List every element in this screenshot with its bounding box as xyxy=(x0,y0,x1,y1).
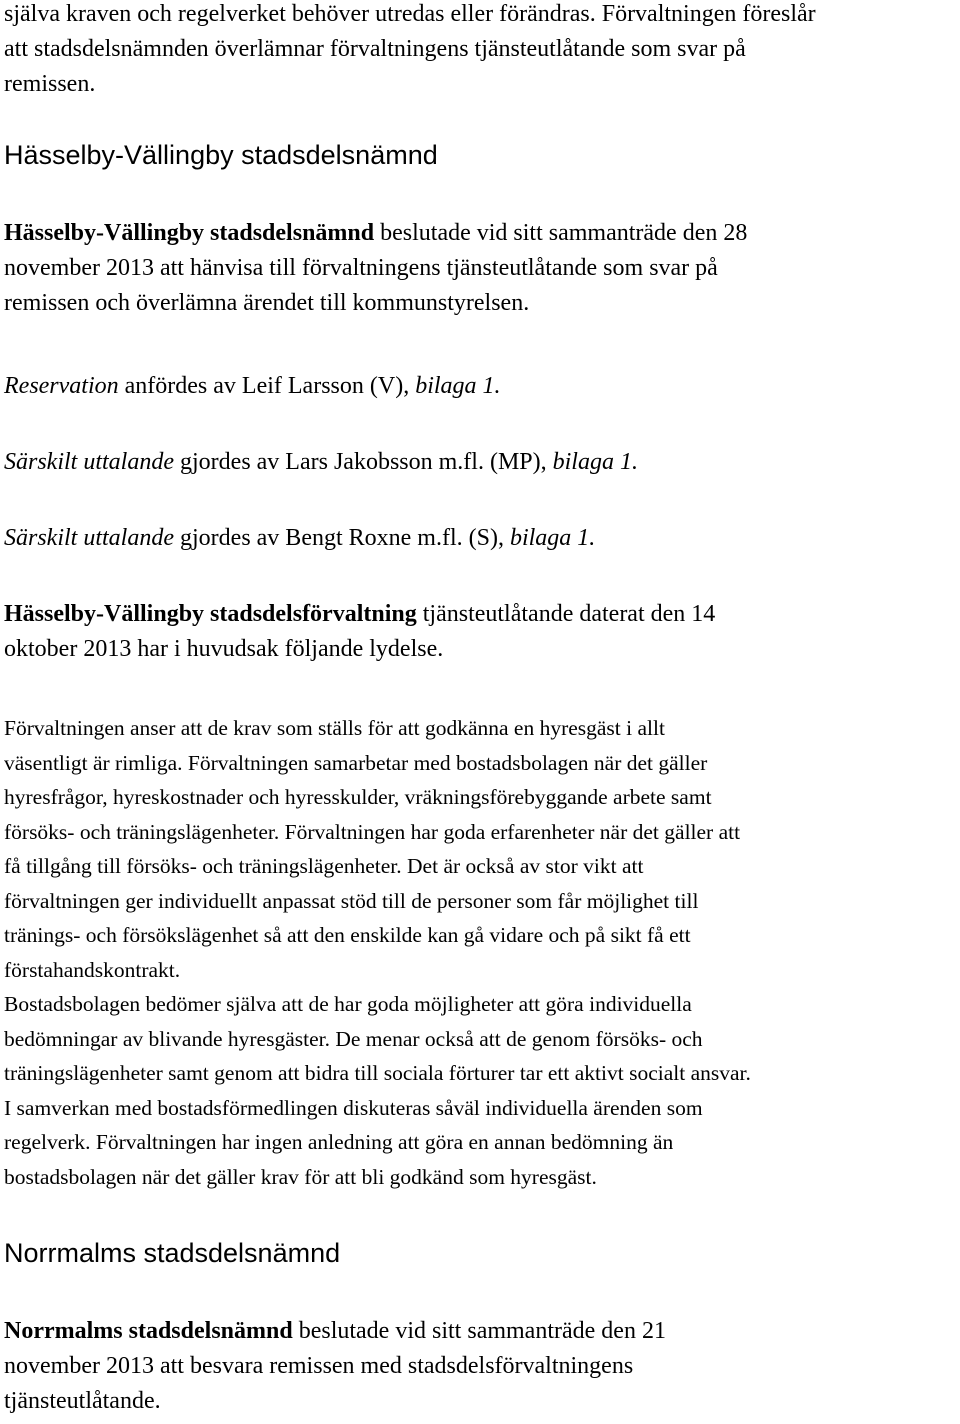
reservation-line: Reservation anfördes av Leif Larsson (V), bilaga 1. xyxy=(4,373,501,399)
statement-text: gjordes av Bengt Roxne m.fl. (S), xyxy=(174,525,510,551)
administration-name: Hässelby-Vällingby stadsdelsförvaltning xyxy=(4,601,417,627)
reservation-label: Reservation xyxy=(4,373,119,399)
decision-line xyxy=(4,1314,666,1349)
body-line: få tillgång till försöks- och träningslägenheter. Det är också av stor vikt att xyxy=(4,854,644,878)
body-line: försöks- och träningslägenheter. Förvaltningen har goda erfarenheter när det gäller att xyxy=(4,819,741,844)
decision-line: remissen och överlämna ärendet till kommunstyrelsen. xyxy=(4,290,530,316)
hasselby-decision-paragraph xyxy=(4,216,747,321)
body-line: förstahandskontrakt. xyxy=(4,957,181,982)
committee-name: Hässelby-Vällingby stadsdelsnämnd xyxy=(4,220,375,246)
bilaga-ref: bilaga 1 xyxy=(509,525,590,551)
administration-line xyxy=(4,597,715,632)
decision-line: november 2013 att besvara remissen med stadsdelsförvaltningens xyxy=(4,1353,634,1379)
section-heading-norrmalm: Norrmalms stadsdelsnämnd xyxy=(4,1238,341,1268)
body-line: väsentligt är rimliga. Förvaltningen samarbetar med bostadsbolagen när det gäller xyxy=(4,750,708,775)
intro-line: att stadsdelsnämnden överlämnar förvaltningens tjänsteutlåtande som svar på xyxy=(4,36,746,62)
bilaga-ref: bilaga 1 xyxy=(415,373,495,399)
decision-line: november 2013 att hänvisa till förvaltningens tjänsteutlåtande som svar på xyxy=(4,255,718,281)
decision-text: beslutade vid sitt sammanträde den 21 xyxy=(292,1318,666,1344)
committee-name: Norrmalms stadsdelsnämnd xyxy=(4,1318,293,1344)
body-line: förvaltningen ger individuellt anpassat stöd till de personer som får möjlighet till xyxy=(4,888,699,913)
administration-text: tjänsteutlåtande daterat den 14 xyxy=(416,601,716,627)
administration-paragraph xyxy=(4,597,715,667)
decision-text: beslutade vid sitt sammanträde den 28 xyxy=(374,220,748,246)
statement-label: Särskilt uttalande xyxy=(4,525,174,551)
administration-line: oktober 2013 har i huvudsak följande lydelse. xyxy=(4,636,444,662)
decision-line xyxy=(4,216,747,251)
bilaga-ref: bilaga 1 xyxy=(552,449,632,475)
reservation-text: anfördes av Leif Larsson (V), xyxy=(118,373,416,399)
body-line: Förvaltningen anser att de krav som ställs för att godkänna en hyresgäst i allt xyxy=(4,716,665,740)
intro-paragraph xyxy=(4,0,816,102)
norrmalm-decision-paragraph xyxy=(4,1314,666,1419)
statement-line-s: Särskilt uttalande gjordes av Bengt Roxne m.fl. (S), bilaga 1. xyxy=(4,525,596,551)
statement-text: gjordes av Lars Jakobsson m.fl. (MP), xyxy=(174,449,553,475)
section-heading-hasselby: Hässelby-Vällingby stadsdelsnämnd xyxy=(4,140,438,170)
intro-line: remissen. xyxy=(4,71,96,97)
administration-body xyxy=(4,711,751,1194)
body-line: Bostadsbolagen bedömer själva att de har goda möjligheter att göra individuella xyxy=(4,992,692,1016)
body-line: I samverkan med bostadsförmedlingen diskuteras såväl individuella ärenden som xyxy=(4,1095,703,1120)
body-line: bostadsbolagen när det gäller krav för att bli godkänd som hyresgäst. xyxy=(4,1164,597,1189)
statement-line-mp: Särskilt uttalande gjordes av Lars Jakobsson m.fl. (MP), bilaga 1. xyxy=(4,449,638,475)
body-line: bedömningar av blivande hyresgäster. De menar också att de genom försöks- och xyxy=(4,1026,703,1051)
intro-line: själva kraven och regelverket behöver utredas eller förändras. Förvaltningen föreslår xyxy=(4,1,816,27)
body-line: träningslägenheter samt genom att bidra till sociala förturer tar ett aktivt socialt ansvar. xyxy=(4,1061,751,1085)
body-line: regelverk. Förvaltningen har ingen anledning att göra en annan bedömning än xyxy=(4,1130,674,1154)
body-line: tränings- och försökslägenhet så att den enskilde kan gå vidare och på sikt få ett xyxy=(4,923,691,947)
decision-line: tjänsteutlåtande. xyxy=(4,1388,161,1414)
statement-label: Särskilt uttalande xyxy=(4,449,174,475)
body-line: hyresfrågor, hyreskostnader och hyresskulder, vräkningsförebyggande arbete samt xyxy=(4,785,712,809)
